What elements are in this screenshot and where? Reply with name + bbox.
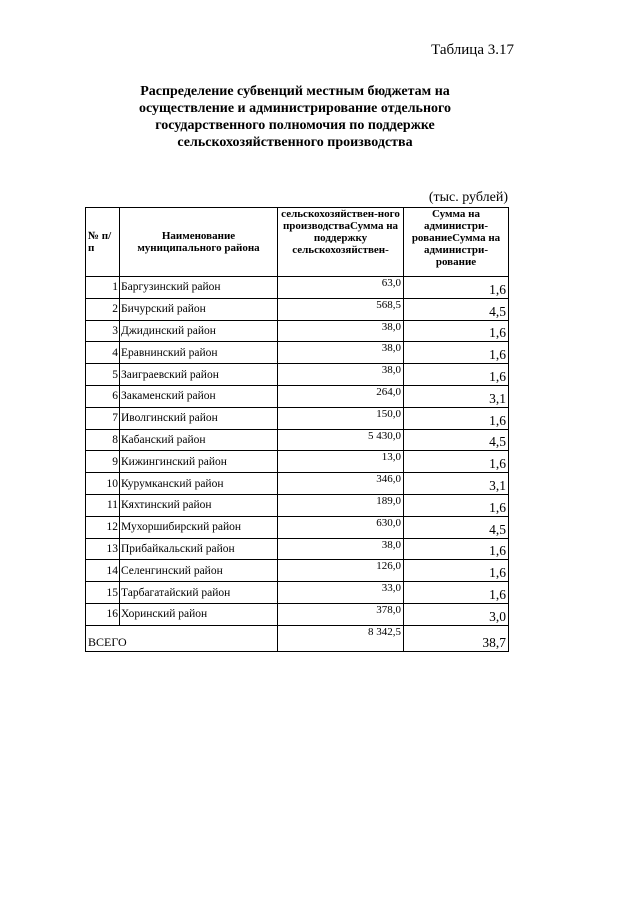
table-row xyxy=(86,342,509,364)
row-number: 14 xyxy=(86,560,120,582)
agri-amount: 346,0 xyxy=(278,473,404,495)
title-line: государственного полномочия по поддержке xyxy=(155,118,435,133)
agri-amount: 264,0 xyxy=(278,385,404,407)
district-name: Еравнинский район xyxy=(120,342,278,364)
admin-amount: 1,6 xyxy=(404,364,509,386)
table-row xyxy=(86,429,509,451)
district-name: Прибайкальский район xyxy=(120,538,278,560)
row-number: 9 xyxy=(86,451,120,473)
title-line: сельскохозяйственного производства xyxy=(177,135,413,150)
agri-amount: 63,0 xyxy=(278,277,404,299)
agri-amount: 5 430,0 xyxy=(278,429,404,451)
table-number: Таблица 3.17 xyxy=(431,42,514,58)
row-number: 16 xyxy=(86,603,120,625)
total-label: ВСЕГО xyxy=(86,625,278,651)
units-label: (тыс. рублей) xyxy=(428,190,508,205)
header-row xyxy=(86,208,509,277)
row-number: 4 xyxy=(86,342,120,364)
agri-amount: 568,5 xyxy=(278,298,404,320)
admin-amount: 1,6 xyxy=(404,342,509,364)
agri-amount: 33,0 xyxy=(278,582,404,604)
admin-amount: 4,5 xyxy=(404,516,509,538)
admin-amount: 3,1 xyxy=(404,385,509,407)
agri-amount: 378,0 xyxy=(278,603,404,625)
agri-amount: 38,0 xyxy=(278,320,404,342)
district-name: Заиграевский район xyxy=(120,364,278,386)
table-row xyxy=(86,385,509,407)
row-number: 11 xyxy=(86,494,120,516)
header-name: Наименование муниципального района xyxy=(120,208,278,277)
agri-amount: 189,0 xyxy=(278,494,404,516)
admin-amount: 1,6 xyxy=(404,277,509,299)
row-number: 1 xyxy=(86,277,120,299)
district-name: Баргузинский район xyxy=(120,277,278,299)
district-name: Тарбагатайский район xyxy=(120,582,278,604)
row-number: 6 xyxy=(86,385,120,407)
subvention-table xyxy=(85,207,509,652)
admin-amount: 4,5 xyxy=(404,298,509,320)
title-line: осуществление и администрирование отдельного xyxy=(138,101,452,116)
total-admin: 38,7 xyxy=(404,625,509,651)
row-number: 8 xyxy=(86,429,120,451)
header-agri: сельскохозяйствен-ного производстваСумма на поддержку сельскохозяйствен- xyxy=(278,208,404,277)
district-name: Мухоршибирский район xyxy=(120,516,278,538)
district-name: Джидинский район xyxy=(120,320,278,342)
agri-amount: 126,0 xyxy=(278,560,404,582)
row-number: 10 xyxy=(86,473,120,495)
table-row xyxy=(86,473,509,495)
table-row xyxy=(86,364,509,386)
district-name: Кяхтинский район xyxy=(120,494,278,516)
table-row xyxy=(86,451,509,473)
admin-amount: 1,6 xyxy=(404,320,509,342)
admin-amount: 1,6 xyxy=(404,582,509,604)
agri-amount: 630,0 xyxy=(278,516,404,538)
agri-amount: 38,0 xyxy=(278,538,404,560)
total-row xyxy=(86,625,509,651)
table-row xyxy=(86,603,509,625)
table-row xyxy=(86,407,509,429)
row-number: 3 xyxy=(86,320,120,342)
admin-amount: 1,6 xyxy=(404,407,509,429)
table-row xyxy=(86,516,509,538)
table-row xyxy=(86,538,509,560)
title-line: Распределение субвенций местным бюджетам на xyxy=(140,84,450,99)
total-agri: 8 342,5 xyxy=(278,625,404,651)
admin-amount: 1,6 xyxy=(404,538,509,560)
header-num: № п/п xyxy=(86,208,120,277)
row-number: 13 xyxy=(86,538,120,560)
row-number: 2 xyxy=(86,298,120,320)
admin-amount: 3,1 xyxy=(404,473,509,495)
table-row xyxy=(86,298,509,320)
admin-amount: 1,6 xyxy=(404,451,509,473)
district-name: Кабанский район xyxy=(120,429,278,451)
agri-amount: 38,0 xyxy=(278,364,404,386)
admin-amount: 4,5 xyxy=(404,429,509,451)
table-row xyxy=(86,560,509,582)
district-name: Хоринский район xyxy=(120,603,278,625)
table-row xyxy=(86,494,509,516)
district-name: Курумканский район xyxy=(120,473,278,495)
table-row xyxy=(86,582,509,604)
admin-amount: 1,6 xyxy=(404,494,509,516)
header-admin: Сумма на администри-рованиеСумма на администри-рование xyxy=(404,208,509,277)
row-number: 7 xyxy=(86,407,120,429)
agri-amount: 150,0 xyxy=(278,407,404,429)
table-row xyxy=(86,277,509,299)
district-name: Иволгинский район xyxy=(120,407,278,429)
table-row xyxy=(86,320,509,342)
row-number: 5 xyxy=(86,364,120,386)
row-number: 12 xyxy=(86,516,120,538)
district-name: Селенгинский район xyxy=(120,560,278,582)
district-name: Кижингинский район xyxy=(120,451,278,473)
admin-amount: 1,6 xyxy=(404,560,509,582)
agri-amount: 13,0 xyxy=(278,451,404,473)
district-name: Закаменский район xyxy=(120,385,278,407)
agri-amount: 38,0 xyxy=(278,342,404,364)
admin-amount: 3,0 xyxy=(404,603,509,625)
document-title xyxy=(90,83,500,151)
district-name: Бичурский район xyxy=(120,298,278,320)
row-number: 15 xyxy=(86,582,120,604)
